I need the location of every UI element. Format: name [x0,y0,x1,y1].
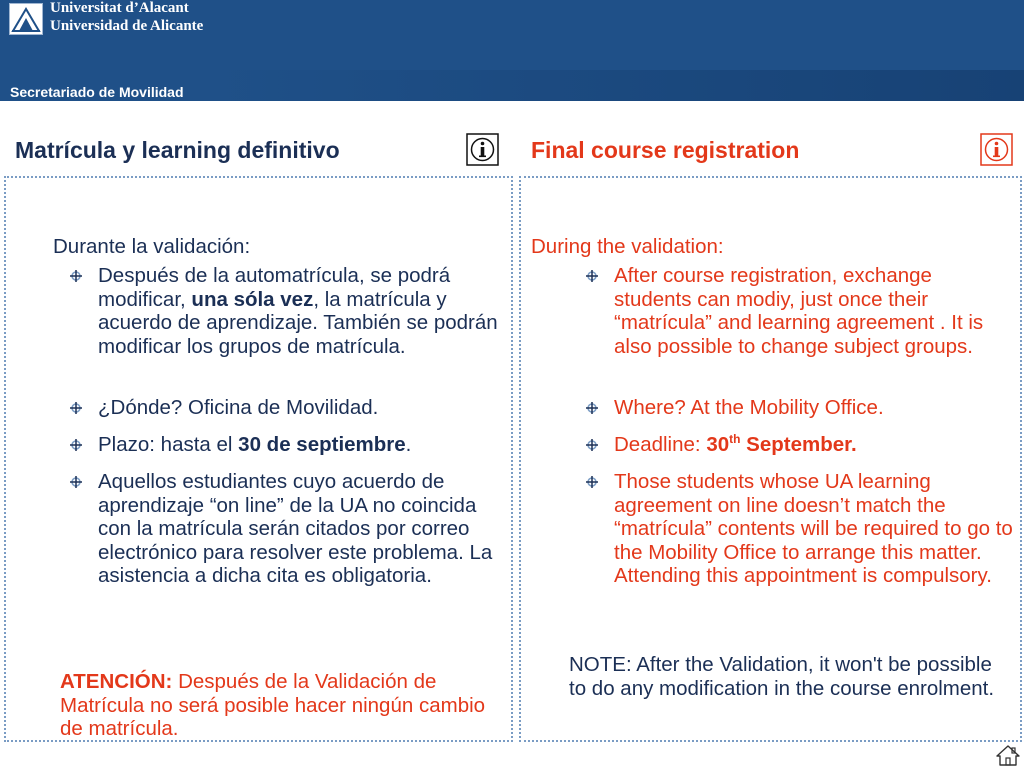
list-item: Después de la automatrícula, se podrá modificar, una sóla vez, la matrícula y acuerdo de aprendizaje. También se podrán modificar los grupos de matrícula. [98,264,498,358]
bullet-icon [585,401,599,415]
bullet-icon [69,401,83,415]
home-icon[interactable] [996,744,1020,766]
intro-spanish: Durante la validación: [53,235,251,258]
list-item: Those students whose UA learning agreement on line doesn’t match the “matrícula” contents will be required to go to the Mobility Office to arrange this matter. Attending this appointment is compulsory. [614,470,1013,587]
warning-note-spanish: ATENCIÓN: Después de la Validación de Matrícula no será posible hacer ningún cambio de matrícula. [60,670,486,740]
bullet-icon [69,475,83,489]
university-logo-icon [9,3,43,35]
header-banner [0,0,1024,101]
bullet-icon [69,269,83,283]
bullet-icon [585,269,599,283]
list-item: Aquellos estudiantes cuyo acuerdo de aprendizaje “on line” de la UA no coincida con la matrícula serán citados por correo electrónico para resolver este problema. La asistencia a dicha cita es obligatoria. [98,470,493,587]
panel-spanish [4,176,513,742]
header-gradient-band [205,70,1024,101]
bullet-icon [585,475,599,489]
info-icon[interactable] [980,133,1013,166]
list-item: ¿Dónde? Oficina de Movilidad. [98,396,379,419]
info-icon[interactable] [466,133,499,166]
bullet-icon [69,438,83,452]
note-english: NOTE: After the Validation, it won't be possible to do any modification in the course enrolment. [569,653,995,700]
bullet-icon [585,438,599,452]
university-name-es: Universidad de Alicante [50,18,204,34]
university-name-ca: Universitat d’Alacant [50,0,189,16]
intro-english: During the validation: [531,235,724,258]
title-english: Final course registration [531,137,800,163]
list-item: Deadline: 30th September. [614,432,857,456]
list-item: Where? At the Mobility Office. [614,396,884,419]
title-spanish: Matrícula y learning definitivo [15,137,340,163]
list-item: Plazo: hasta el 30 de septiembre. [98,433,412,456]
office-name: Secretariado de Movilidad [10,84,184,100]
list-item: After course registration, exchange students can modiy, just once their “matrícula” and learning agreement . It is also possible to change subject groups. [614,264,984,358]
